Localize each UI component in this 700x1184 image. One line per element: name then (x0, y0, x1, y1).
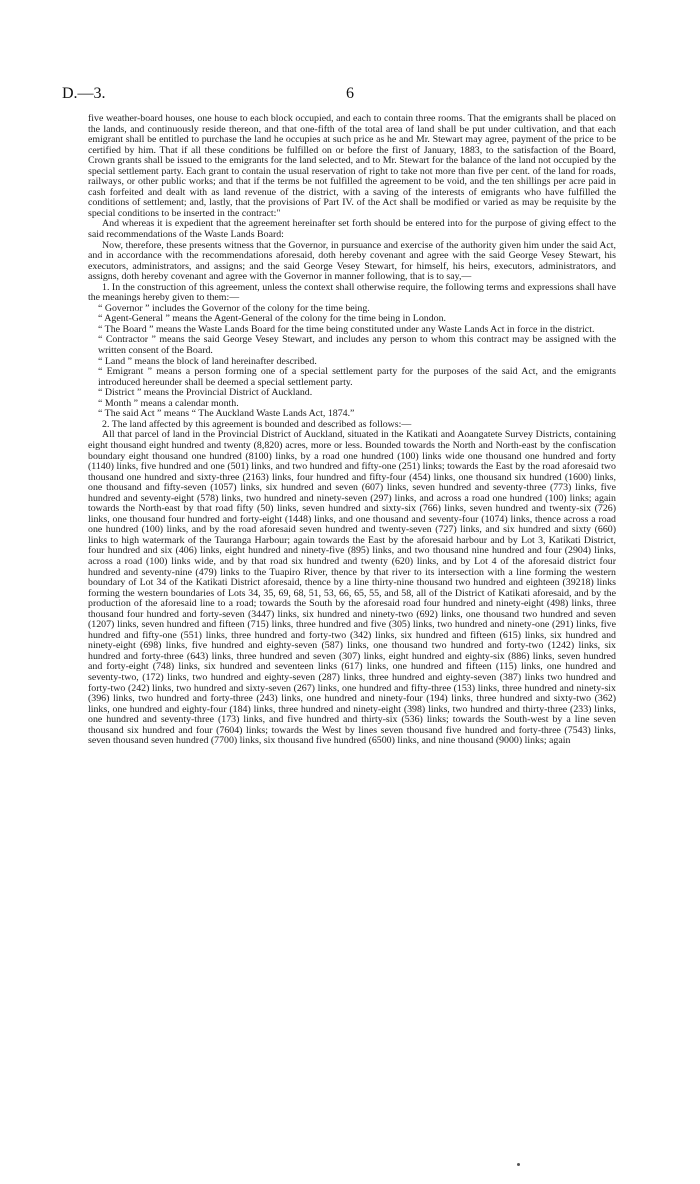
page-number: 6 (346, 85, 354, 102)
document-body (88, 114, 616, 747)
definition-emigrant: “ Emigrant ” means a person forming one of a special settlement party for the purposes of the said Act, and the emigrants introduced hereunder shall be deemed a special settlement party. (98, 366, 616, 388)
definition-month: “ Month ” means a calendar month. (98, 397, 239, 409)
print-speck (517, 1163, 520, 1166)
definition-contractor: “ Contractor ” means the said George Vesey Stewart, and includes any person to whom this contract may be assigned with the written consent of the Board. (98, 334, 616, 357)
definition-district: “ District ” means the Provincial District of Auckland. (98, 387, 313, 399)
paragraph-land-description: All that parcel of land in the Provincial District of Auckland, situated in the Katikati and Aoangatete Survey Districts, containing eight thousand eight hundred and twenty (8,820) acres, more or less. Bounded towards the North and North-east by the confiscation boundary eight thousand one hundred (8100) links, by a road one hundred (100) links wide one thousand one hundred and forty (1140) links, five hundred and one (501) links, and two hundred and fifty-one (251) links; towards the East by the road aforesaid two thousand one hundred and sixty-three (2163) links, four hundred and fifty-four (454) links, one thousand six hundred (1600) links, one thousand and fifty-seven (1057) links, six hundred and seven (607) links, seven hundred and seventy-three (773) links, five hundred and seventy-eight (578) links, two hundred and ninety-seven (297) links, and across a road one hundred (100) links; again towards the North-east by that road fifty (50) links, seven hundred and sixty-six (766) links, seven hundred and twenty-six (726) links, one thousand four hundred and forty-eight (1448) links, and one thousand and seventy-four (1074) links, thence across a road one hundred (100) links, and by the road aforesaid seven hundred and twenty-seven (727) links, and six hundred and sixty (660) links to high watermark of the Tauranga Harbour; again towards the East by the aforesaid harbour and by Lot 3, Katikati District, four hundred and six (406) links, eight hundred and ninety-five (895) links, and two thousand nine hundred and four (2904) links, across a road (100) links wide, and by that road six hundred and twenty (620) links, and by Lot 4 of the aforesaid district four hundred and seventy-nine (479) links to the Tuapiro River, thence by that river to its intersection with a line forming the western boundary of Lot 34 of the Katikati District aforesaid, thence by a line thirty-nine thousand two hundred and eighteen (39218) links forming the western boundaries of Lots 34, 35, 69, 68, 51, 53, 66, 65, 55, and 58, all of the District of Katikati aforesaid, and by the production of the aforesaid line to a road; towards the South by the aforesaid road four hundred and ninety-eight (498) links, three thousand four hundred and forty-seven (3447) links, six hundred and ninety-two (692) links, one thousand two hundred and seven (1207) links, seven hundred and fifteen (715) links, three hundred and five (305) links, two hundred and ninety-one (291) links, five hundred and fifty-one (551) links, three hundred and forty-two (342) links, six hundred and fifteen (615) links, six hundred and ninety-eight (698) links, five hundred and eighty-seven (587) links, one thousand two hundred and forty-two (1242) links, six hundred and forty-three (643) links, three hundred and seven (307) links, eight hundred and eighty-six (886) links, seven hundred and forty-eight (748) links, six hundred and seventeen links (617) links, one hundred and fifteen (115) links, one hundred and seventy-two, (172) links, two hundred and eighty-seven (287) links, three hundred and eighty-seven (387) links two hundred and forty-two (242) links, two hundred and sixty-seven (267) links, one hundred and fifty-three (153) links, three hundred and ninety-six (396) links, two hundred and forty-three (243) links, one hundred and ninety-four (194) links, three hundred and sixty-two (362) links, one hundred and eighty-four (184) links, three hundred and ninety-eight (398) links, two hundred and thirty-three (233) links, one hundred and seventy-three (173) links, and five hundred and thirty-six (536) links; towards the South-west by a line seven thousand six hundred and four (7604) links; towards the West by lines seven thousand five hundred and forty-three (7543) links, seven thousand seven hundred (7700) links, six thousand five hundred (6500) links, and nine thousand (9000) links; again (88, 429, 616, 747)
paragraph-clause-1: 1. In the construction of this agreement, unless the context shall otherwise require, the following terms and expressions shall have the meanings hereby given to them:— (88, 281, 616, 304)
definition-board: “ The Board ” means the Waste Lands Board for the time being constituted under any Waste Lands Act in force in the district. (98, 323, 595, 335)
paragraph-witness: Now, therefore, these presents witness that the Governor, in pursuance and exercise of the authority given him under the said Act, and in accordance with the recommendations aforesaid, doth hereby covenant and agree with the said George Vesey Stewart, his executors, administrators, and assigns; and the said George Vesey Stewart, for himself, his heirs, executors, administrators, and assigns, doth hereby covenant and agree with the Governor in manner following, that is to say,— (88, 239, 616, 283)
definition-land: “ Land ” means the block of land hereinafter described. (98, 355, 317, 367)
document-reference: D.—3. (62, 85, 106, 102)
paragraph-clause-2: 2. The land affected by this agreement is bounded and described as follows:— (102, 418, 412, 430)
definition-governor: “ Governor ” includes the Governor of the colony for the time being. (98, 302, 370, 314)
definitions-list (88, 304, 616, 420)
paragraph-whereas: And whereas it is expedient that the agreement hereinafter set forth should be entered into for the purpose of giving effect to the said recommendations of the Waste Lands Board: (88, 218, 616, 241)
paragraph-conditions: five weather-board houses, one house to each block occupied, and each to contain three rooms. That the emigrants shall be placed on the lands, and continuously reside thereon, and that one-fifth of the total area of land shall be put under cultivation, and that each emigrant shall be entitled to purchase the land he occupies at such price as he and Mr. Stewart may agree, payment of the price to be certified by him. That if all these conditions be fulfilled on or before the first of January, 1883, to the satisfaction of the Board, Crown grants shall be issued to the emigrants for the land selected, and to Mr. Stewart for the balance of the land not occupied by the special settlement party. Each grant to contain the usual reservation of right to take not more than five per cent. of the land for roads, railways, or other public works; and that if the terms be not fulfilled the agreement to be void, and the ten shillings per acre paid in cash forfeited and dealt with as land revenue of the district, with a saving of the interests of emigrants who have fulfilled the conditions of settlement; and, lastly, that the provisions of Part IV. of the Act shall be modified or varied as may be requisite by the special conditions to be inserted in the contract:" (88, 113, 616, 219)
page-header (62, 84, 638, 104)
definition-said-act: “ The said Act ” means “ The Auckland Waste Lands Act, 1874.” (98, 408, 355, 420)
definition-agent-general: “ Agent-General ” means the Agent-General of the colony for the time being in London. (98, 313, 446, 325)
